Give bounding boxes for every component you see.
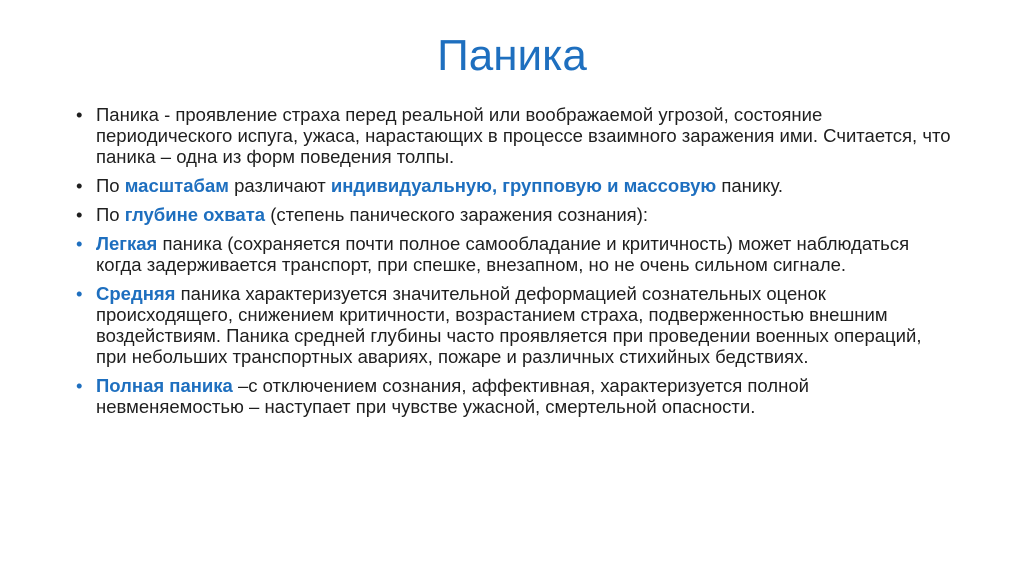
highlight-term: глубине охвата: [124, 204, 266, 225]
bullet-text-post: паника (сохраняется почти полное самообладание и критичность) может наблюдаться когда задерживается транспорт, при спешке, внезапном, но не очень сильном сигнале.: [96, 233, 910, 275]
bullet-item-light: [76, 233, 956, 275]
bullet-item-full: [76, 375, 956, 417]
bullet-marker: •: [76, 375, 83, 396]
bullet-marker: •: [76, 233, 83, 254]
bullet-marker: •: [76, 175, 83, 196]
bullet-text-post: (степень панического заражения сознания):: [265, 204, 648, 225]
highlight-term: Средняя: [96, 283, 176, 304]
bullet-text-pre: По: [96, 204, 125, 225]
bullet-item-definition: [76, 104, 956, 167]
bullet-text-pre: По: [96, 175, 125, 196]
slide-title: Паника: [437, 31, 587, 80]
bullet-text: Паника - проявление страха перед реальной или воображаемой угрозой, состояние периодического испуга, ужаса, нарастающих в процессе взаимного заражения ими. Считается, что паника – одна из форм поведения толпы.: [96, 104, 951, 167]
bullet-marker: •: [76, 283, 83, 304]
bullet-text-post: –с отключением сознания, аффективная, характеризуется полной невменяемостью – наступает при чувстве ужасной, смертельной опасности.: [96, 375, 809, 417]
highlight-term: Полная паника: [96, 375, 233, 396]
bullet-item-scale: [76, 175, 956, 196]
bullet-item-depth: [76, 204, 956, 225]
highlight-term: масштабам: [124, 175, 229, 196]
bullet-text-post: панику.: [716, 175, 784, 196]
bullet-item-medium: [76, 283, 956, 367]
bullet-list: [76, 104, 956, 425]
bullet-marker: •: [76, 104, 83, 125]
highlight-term: индивидуальную, групповую и массовую: [330, 175, 717, 196]
bullet-text-mid: различают: [228, 175, 331, 196]
highlight-term: Легкая: [96, 233, 158, 254]
bullet-marker: •: [76, 204, 83, 225]
bullet-text-post: паника характеризуется значительной деформацией сознательных оценок происходящего, снижением критичности, возрастанием страха, подверженностью внешним воздействиям. Паника средней глубины часто проявляется при проведении военных операций, при небольших транспортных авариях, пожаре и различных стихийных бедствиях.: [96, 283, 922, 367]
